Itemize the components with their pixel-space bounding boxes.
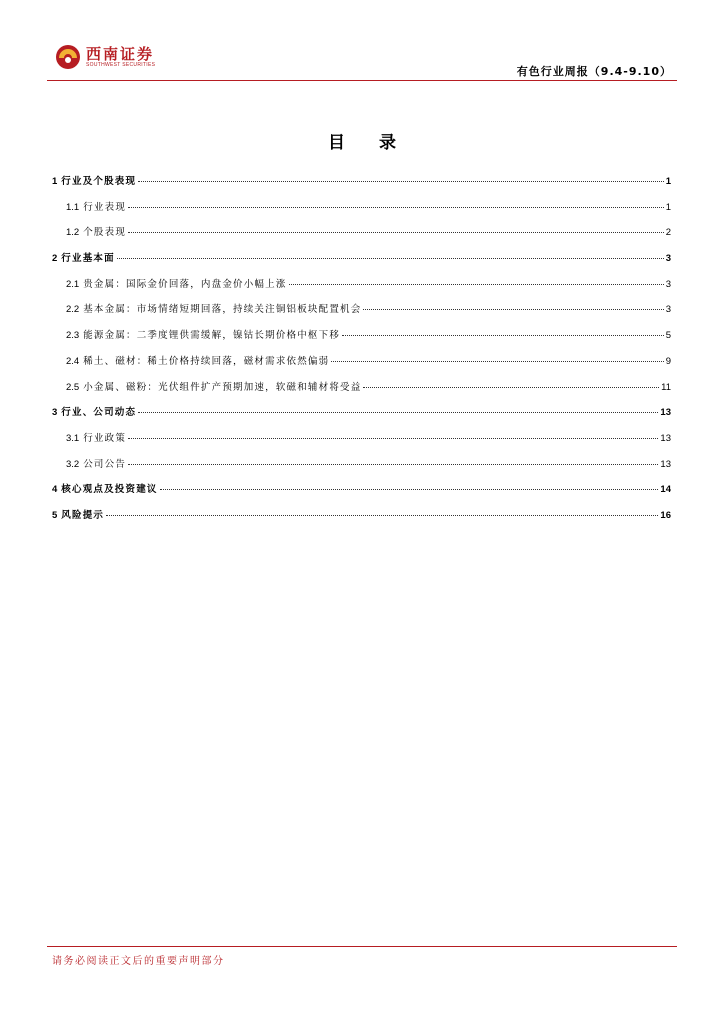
company-logo xyxy=(55,44,155,70)
toc-entry[interactable] xyxy=(52,481,671,507)
toc-entry[interactable] xyxy=(52,327,671,353)
toc-entry-label: 行业表现 xyxy=(83,201,127,213)
toc-entry-label: 行业及个股表现 xyxy=(61,176,137,187)
toc-entry-number: 2.1 xyxy=(66,278,80,290)
toc-entry-number: 2.2 xyxy=(66,304,80,316)
toc-entry-number: 3.1 xyxy=(66,432,80,444)
toc-entry-number: 2.3 xyxy=(66,330,80,342)
footer-disclaimer-note: 请务必阅读正文后的重要声明部分 xyxy=(52,956,225,967)
toc-entry[interactable] xyxy=(52,507,671,533)
toc-dot-leader xyxy=(128,207,664,208)
toc-entry-number: 3.2 xyxy=(66,458,80,470)
toc-entry-number: 4 xyxy=(52,484,58,496)
toc-entry-label: 能源金属：二季度锂供需缓解，镍钴长期价格中枢下移 xyxy=(83,330,341,342)
toc-entry[interactable] xyxy=(52,301,671,327)
toc-dot-leader xyxy=(342,335,664,336)
logo-emblem-icon xyxy=(55,44,81,70)
toc-entry-label: 行业基本面 xyxy=(61,253,115,265)
toc-entry-number: 1.1 xyxy=(66,201,80,213)
toc-dot-leader xyxy=(138,412,658,413)
toc-dot-leader xyxy=(128,232,664,233)
toc-entry-label: 贵金属：国际金价回落，内盘金价小幅上涨 xyxy=(83,278,287,290)
header-divider xyxy=(47,80,677,81)
toc-entry-label: 稀土、磁材：稀土价格持续回落，磁材需求依然偏弱 xyxy=(83,355,330,367)
toc-entry[interactable] xyxy=(52,353,671,379)
toc-dot-leader xyxy=(138,181,664,182)
toc-dot-leader xyxy=(117,258,664,259)
toc-entry-page: 16 xyxy=(660,509,671,521)
toc-entry[interactable] xyxy=(52,430,671,456)
toc-dot-leader xyxy=(289,284,664,285)
toc-entry-label: 风险提示 xyxy=(61,509,105,521)
toc-entry-label: 行业政策 xyxy=(83,432,127,444)
toc-entry[interactable] xyxy=(52,456,671,482)
toc-entry-page: 13 xyxy=(660,458,671,470)
toc-entry[interactable] xyxy=(52,276,671,302)
toc-entry-label: 基本金属：市场情绪短期回落，持续关注铜铝板块配置机会 xyxy=(83,304,362,316)
toc-entry-page: 2 xyxy=(665,227,671,239)
toc-entry-label: 公司公告 xyxy=(83,458,127,470)
footer-divider xyxy=(47,946,677,947)
toc-entry-page: 11 xyxy=(661,381,671,393)
toc-entry-label: 核心观点及投资建议 xyxy=(61,484,158,496)
report-title: 有色行业周报（9.4-9.10） xyxy=(516,65,672,78)
toc-entry-page: 1 xyxy=(665,201,671,213)
toc-entry-number: 2 xyxy=(52,253,58,265)
toc-entry-label: 行业、公司动态 xyxy=(61,407,137,419)
toc-entry-number: 2.5 xyxy=(66,381,80,393)
toc-entry[interactable] xyxy=(52,173,671,199)
toc-entry-page: 1 xyxy=(665,176,671,187)
toc-entry-number: 1 xyxy=(52,176,58,187)
toc-dot-leader xyxy=(128,438,658,439)
toc-entry-number: 3 xyxy=(52,407,58,419)
toc-entry[interactable] xyxy=(52,404,671,430)
toc-entry-page: 5 xyxy=(665,330,671,342)
toc-entry-page: 3 xyxy=(665,278,671,290)
toc-heading: 目 录 xyxy=(328,133,410,153)
toc-dot-leader xyxy=(363,309,663,310)
toc-dot-leader xyxy=(331,361,663,362)
toc-entry[interactable] xyxy=(52,199,671,225)
toc-entry[interactable] xyxy=(52,250,671,276)
toc-entry[interactable] xyxy=(52,224,671,250)
toc-entry-number: 5 xyxy=(52,509,58,521)
toc-entry[interactable] xyxy=(52,379,671,405)
toc-entry-number: 1.2 xyxy=(66,227,80,239)
toc-dot-leader xyxy=(363,387,659,388)
toc-entry-page: 3 xyxy=(665,253,671,265)
toc-entry-number: 2.4 xyxy=(66,355,80,367)
table-of-contents xyxy=(52,173,671,533)
logo-english-name: SOUTHWEST SECURITIES xyxy=(86,61,156,68)
toc-entry-page: 13 xyxy=(660,407,671,419)
toc-entry-page: 13 xyxy=(660,432,671,444)
toc-entry-label: 个股表现 xyxy=(83,227,127,239)
logo-chinese-name: 西南证券 xyxy=(86,44,155,63)
toc-dot-leader xyxy=(128,464,658,465)
toc-entry-label: 小金属、磁粉：光伏组件扩产预期加速，软磁和辅材将受益 xyxy=(83,381,362,393)
toc-entry-page: 14 xyxy=(660,484,671,496)
toc-entry-page: 9 xyxy=(665,355,671,367)
toc-dot-leader xyxy=(106,515,658,516)
toc-dot-leader xyxy=(160,489,659,490)
toc-entry-page: 3 xyxy=(665,304,671,316)
